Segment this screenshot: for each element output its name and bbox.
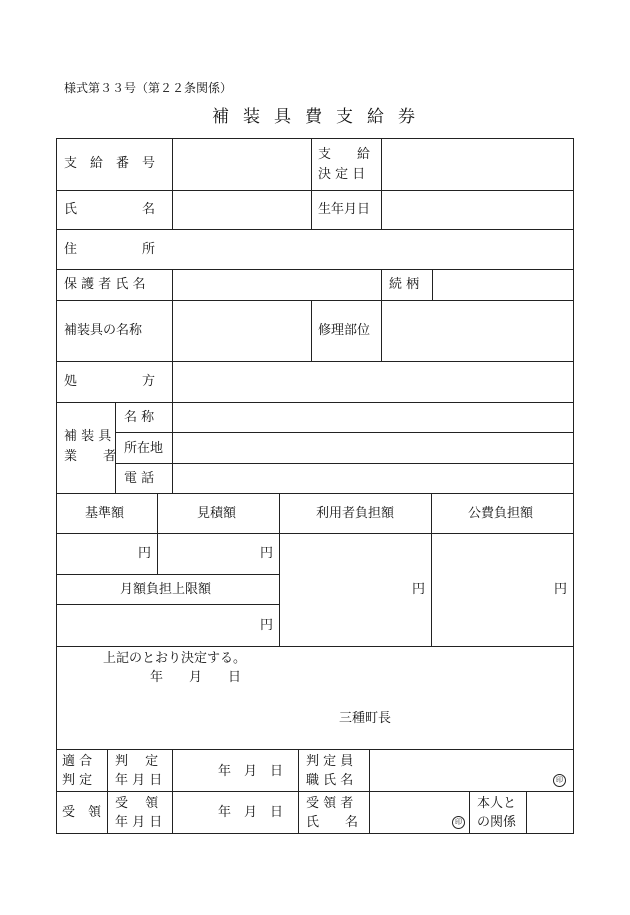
judgment-date-label-line1: 判 定 xyxy=(115,754,159,769)
standard-amount-yen: 円 xyxy=(138,546,152,561)
public-burden-header: 公費負担額 xyxy=(468,506,534,521)
receipt-date-label-line2: 年 月 日 xyxy=(115,815,163,830)
support-number-label: 支 給 番 号 xyxy=(64,156,156,171)
decision-date-label-line2: 決 定 日 xyxy=(318,167,366,182)
vendor-label-line1: 補 装 具 xyxy=(64,429,112,444)
estimate-amount-yen: 円 xyxy=(260,546,274,561)
device-name-label: 補装具の名称 xyxy=(64,323,143,338)
judgment-date-label-line2: 年 月 日 xyxy=(115,773,163,788)
judgment-date-value: 年 月 日 xyxy=(218,764,284,779)
user-burden-header: 利用者負担額 xyxy=(316,506,395,521)
relation-label-line1: 本人と xyxy=(477,796,517,811)
prescription-label: 処 方 xyxy=(64,374,156,389)
suitable-label-line2: 判 定 xyxy=(62,773,93,788)
repair-part-label: 修理部位 xyxy=(318,323,371,338)
seal-icon xyxy=(452,816,465,829)
receiver-label-line2: 氏 名 xyxy=(306,815,359,830)
monthly-cap-yen: 円 xyxy=(260,618,274,633)
receipt-date-label-line1: 受 領 xyxy=(115,796,159,811)
vendor-name-label: 名 称 xyxy=(124,410,155,425)
estimate-amount-header: 見積額 xyxy=(197,506,237,521)
monthly-cap-label: 月額負担上限額 xyxy=(120,582,212,597)
seal-icon xyxy=(553,774,566,787)
user-burden-yen: 円 xyxy=(412,582,426,597)
receipt-date-value: 年 月 日 xyxy=(218,805,284,820)
page-title: 補装具費支給券 xyxy=(212,107,429,127)
guardian-name-label: 保 護 者 氏 名 xyxy=(64,277,146,292)
suitable-label-line1: 適 合 xyxy=(62,754,93,769)
relation-label-line2: の関係 xyxy=(477,815,517,830)
name-label: 氏 名 xyxy=(64,202,156,217)
decision-date-label-line1: 支 給 xyxy=(318,147,371,162)
vendor-label-line2: 業 者 xyxy=(64,449,117,464)
signer-title: 三種町長 xyxy=(339,711,392,726)
relationship-label: 続 柄 xyxy=(389,277,420,292)
vendor-location-label: 所在地 xyxy=(124,441,164,456)
receipt-label: 受 領 xyxy=(62,805,102,820)
receiver-label-line1: 受 領 者 xyxy=(306,796,354,811)
standard-amount-header: 基準額 xyxy=(85,506,125,521)
public-burden-yen: 円 xyxy=(554,582,568,597)
judge-label-line2: 職 氏 名 xyxy=(306,773,354,788)
decision-date: 年 月 日 xyxy=(150,670,242,685)
address-label: 住 所 xyxy=(64,242,156,257)
form-number: 様式第３３号（第２２条関係） xyxy=(64,81,233,95)
birthdate-label: 生年月日 xyxy=(318,202,371,217)
judge-label-line1: 判 定 員 xyxy=(306,754,354,769)
decision-statement: 上記のとおり決定する。 xyxy=(103,651,247,666)
vendor-phone-label: 電 話 xyxy=(124,471,155,486)
